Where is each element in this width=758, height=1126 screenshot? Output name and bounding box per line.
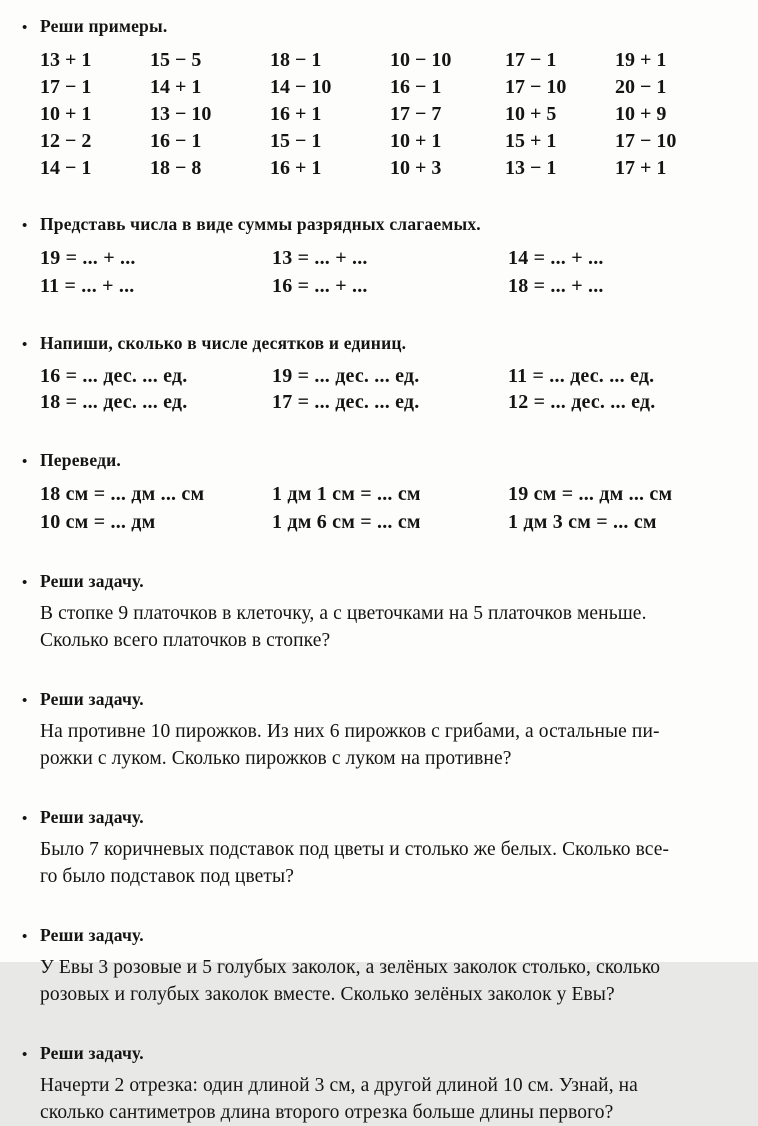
fill-in-blank: 18 = ... дес. ... ед. xyxy=(40,391,188,413)
fill-in-blank: 1 дм 3 см = ... см xyxy=(508,511,657,533)
problem-text-line: розовых и голубых заколок вместе. Сколько зелёных заколок у Евы? xyxy=(40,984,615,1005)
problem-text-line: Сколько всего платочков в стопке? xyxy=(40,630,331,651)
expression: 17 + 1 xyxy=(615,157,667,179)
fill-in-blank: 1 дм 1 см = ... см xyxy=(272,483,421,505)
expression: 13 − 10 xyxy=(150,103,212,125)
problem-4-header xyxy=(22,923,732,949)
expression: 15 − 1 xyxy=(270,130,322,152)
fill-in-blank: 14 = ... + ... xyxy=(508,247,604,269)
problem-1-text xyxy=(22,600,732,654)
expression: 17 − 1 xyxy=(505,49,557,71)
problem-text-line: Начерти 2 отрезка: один длиной 3 см, а другой длиной 10 см. Узнай, на xyxy=(40,1075,638,1096)
fill-in-blank: 19 см = ... дм ... см xyxy=(508,483,673,505)
problem-3-text xyxy=(22,836,732,890)
problem-3-title: Реши задачу. xyxy=(40,807,144,827)
problem-text-line: Было 7 коричневых подставок под цветы и столько же белых. Сколько все- xyxy=(40,839,670,860)
problem-1-title: Реши задачу. xyxy=(40,571,144,591)
fill-in-blank: 18 = ... + ... xyxy=(508,275,604,297)
section-place-value-header xyxy=(22,212,732,238)
problem-text-line: На противне 10 пирожков. Из них 6 пирожков с грибами, а остальные пи- xyxy=(40,721,660,742)
expression: 16 − 1 xyxy=(150,130,202,152)
expression: 10 + 5 xyxy=(505,103,557,125)
problem-text-line: рожки с луком. Сколько пирожков с луком на противне? xyxy=(40,748,512,769)
expression: 18 − 1 xyxy=(270,49,322,71)
problem-5-text xyxy=(22,1072,732,1126)
expression: 10 + 1 xyxy=(390,130,442,152)
problem-text-line: В стопке 9 платочков в клеточку, а с цветочками на 5 платочков меньше. xyxy=(40,603,647,624)
expression: 20 − 1 xyxy=(615,76,667,98)
expression: 19 + 1 xyxy=(615,49,667,71)
section-place-value-title: Представь числа в виде суммы разрядных слагаемых. xyxy=(40,214,481,234)
problem-2-title: Реши задачу. xyxy=(40,689,144,709)
bullet-icon: • xyxy=(22,693,28,709)
expression: 10 − 10 xyxy=(390,49,452,71)
fill-in-blank: 16 = ... дес. ... ед. xyxy=(40,365,188,387)
problem-text-line: У Евы 3 розовые и 5 голубых заколок, а зелёных заколок столько, сколько xyxy=(40,957,661,978)
expression: 15 − 5 xyxy=(150,49,202,71)
section-place-value xyxy=(22,212,732,300)
problem-3 xyxy=(22,805,732,890)
fill-in-blank: 17 = ... дес. ... ед. xyxy=(272,391,420,413)
section-examples-title: Реши примеры. xyxy=(40,16,168,36)
expression: 16 + 1 xyxy=(270,103,322,125)
problem-text-line: го было подставок под цветы? xyxy=(40,866,294,887)
bullet-icon: • xyxy=(22,20,28,36)
fill-in-blank: 19 = ... дес. ... ед. xyxy=(272,365,420,387)
section-tens-units-header xyxy=(22,331,732,357)
convert-grid xyxy=(22,480,732,536)
expression: 16 + 1 xyxy=(270,157,322,179)
section-tens-units-title: Напиши, сколько в числе десятков и единиц. xyxy=(40,333,407,353)
fill-in-blank: 11 = ... + ... xyxy=(40,275,135,297)
problem-1 xyxy=(22,569,732,654)
expression: 10 + 1 xyxy=(40,103,92,125)
tens-units-grid xyxy=(22,363,732,415)
expression: 14 − 10 xyxy=(270,76,332,98)
section-convert-header xyxy=(22,448,732,474)
problem-4-text xyxy=(22,954,732,1008)
section-tens-units xyxy=(22,331,732,415)
bullet-icon: • xyxy=(22,337,28,353)
fill-in-blank: 12 = ... дес. ... ед. xyxy=(508,391,656,413)
expression: 13 − 1 xyxy=(505,157,557,179)
fill-in-blank: 10 см = ... дм xyxy=(40,511,156,533)
problem-3-header xyxy=(22,805,732,831)
expression: 15 + 1 xyxy=(505,130,557,152)
expression: 18 − 8 xyxy=(150,157,202,179)
expression: 17 − 1 xyxy=(40,76,92,98)
fill-in-blank: 13 = ... + ... xyxy=(272,247,368,269)
expression: 14 − 1 xyxy=(40,157,92,179)
section-convert xyxy=(22,448,732,536)
place-value-grid xyxy=(22,244,732,300)
fill-in-blank: 19 = ... + ... xyxy=(40,247,136,269)
expression: 16 − 1 xyxy=(390,76,442,98)
bullet-icon: • xyxy=(22,1047,28,1063)
problem-text-line: сколько сантиметров длина второго отрезка больше длины первого? xyxy=(40,1102,614,1123)
examples-grid xyxy=(22,47,732,182)
fill-in-blank: 1 дм 6 см = ... см xyxy=(272,511,421,533)
problem-4 xyxy=(22,923,732,1008)
problem-1-header xyxy=(22,569,732,595)
bullet-icon: • xyxy=(22,575,28,591)
bullet-icon: • xyxy=(22,811,28,827)
problem-5-title: Реши задачу. xyxy=(40,1043,144,1063)
expression: 12 − 2 xyxy=(40,130,92,152)
expression: 17 − 10 xyxy=(505,76,567,98)
expression: 17 − 7 xyxy=(390,103,442,125)
expression: 13 + 1 xyxy=(40,49,92,71)
problem-5-header xyxy=(22,1041,732,1067)
section-convert-title: Переведи. xyxy=(40,450,121,470)
bullet-icon: • xyxy=(22,929,28,945)
bullet-icon: • xyxy=(22,454,28,470)
expression: 10 + 3 xyxy=(390,157,442,179)
expression: 17 − 10 xyxy=(615,130,677,152)
expression: 10 + 9 xyxy=(615,103,667,125)
section-examples xyxy=(22,14,732,182)
fill-in-blank: 18 см = ... дм ... см xyxy=(40,483,205,505)
bullet-icon: • xyxy=(22,218,28,234)
expression: 14 + 1 xyxy=(150,76,202,98)
fill-in-blank: 11 = ... дес. ... ед. xyxy=(508,365,655,387)
problem-2 xyxy=(22,687,732,772)
problem-2-text xyxy=(22,718,732,772)
section-examples-header xyxy=(22,14,732,40)
problem-4-title: Реши задачу. xyxy=(40,925,144,945)
problem-5 xyxy=(22,1041,732,1126)
fill-in-blank: 16 = ... + ... xyxy=(272,275,368,297)
problem-2-header xyxy=(22,687,732,713)
